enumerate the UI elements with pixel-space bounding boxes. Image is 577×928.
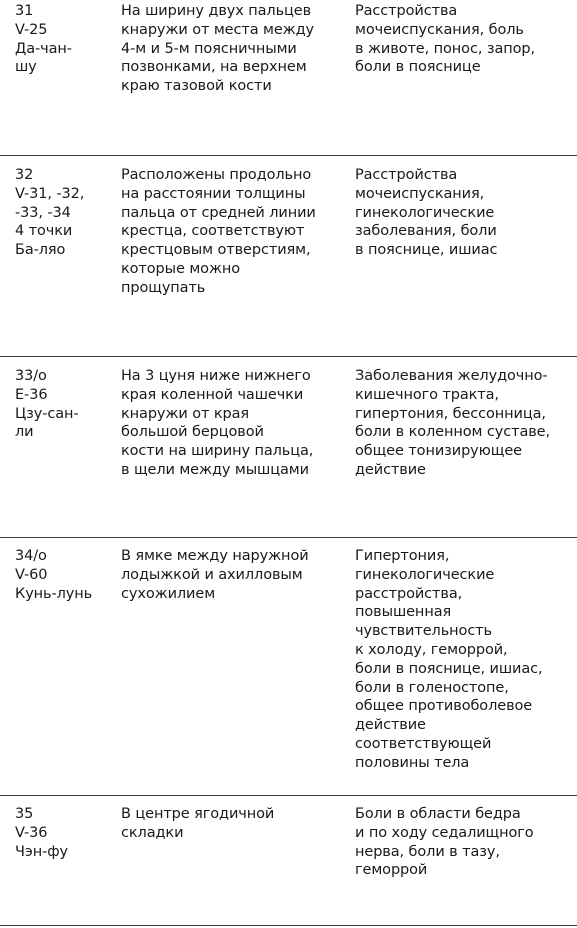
point-code-cell: 35 V-36 Чэн-фу — [15, 806, 68, 860]
row-divider — [0, 795, 577, 796]
row-divider — [0, 356, 577, 357]
location-cell: На ширину двух пальцев кнаружи от места между 4-м и 5-м поясничными позвонками, на верхнем краю тазовой кости — [121, 3, 315, 95]
indications-cell: Расстройства мочеиспускания, боль в животе, понос, запор, боли в пояснице — [355, 3, 535, 76]
location-cell: На 3 цуня ниже нижнего края коленной чашечки кнаружи от края большой берцовой кости на ширину пальца, в щели между мышцами — [121, 368, 314, 478]
point-code-cell: 34/о V-60 Кунь-лунь — [15, 548, 93, 602]
row-divider — [0, 537, 577, 538]
indications-cell: Заболевания желудочно- кишечного тракта, гипертония, бессонница, боли в коленном суставе, общее тонизирующее действие — [355, 368, 550, 478]
location-cell: Расположены продольно на расстоянии толщины пальца от средней линии крестца, соответствуют крестцовым отверстиям, которые можно прощупать — [121, 167, 316, 296]
indications-cell: Боли в области бедра и по ходу седалищного нерва, боли в тазу, геморрой — [355, 806, 534, 879]
point-code-cell: 33/о E-36 Цзу-сан- ли — [15, 368, 79, 441]
location-cell: В центре ягодичной складки — [121, 806, 275, 841]
row-divider — [0, 925, 577, 926]
indications-cell: Расстройства мочеиспускания, гинекологические заболевания, боли в пояснице, ишиас — [355, 167, 498, 259]
location-cell: В ямке между наружной лодыжкой и ахилловым сухожилием — [121, 548, 309, 602]
point-code-cell: 31 V-25 Да-чан- шу — [15, 3, 72, 76]
point-code-cell: 32 V-31, -32, -33, -34 4 точки Ба-ляо — [15, 167, 85, 259]
indications-cell: Гипертония, гинекологические расстройства, повышенная чувствительность к холоду, геморрой, боли в пояснице, ишиас, боли в голеностопе, общее противоболевое действие соответствующей половины тела — [355, 548, 543, 771]
row-divider — [0, 155, 577, 156]
